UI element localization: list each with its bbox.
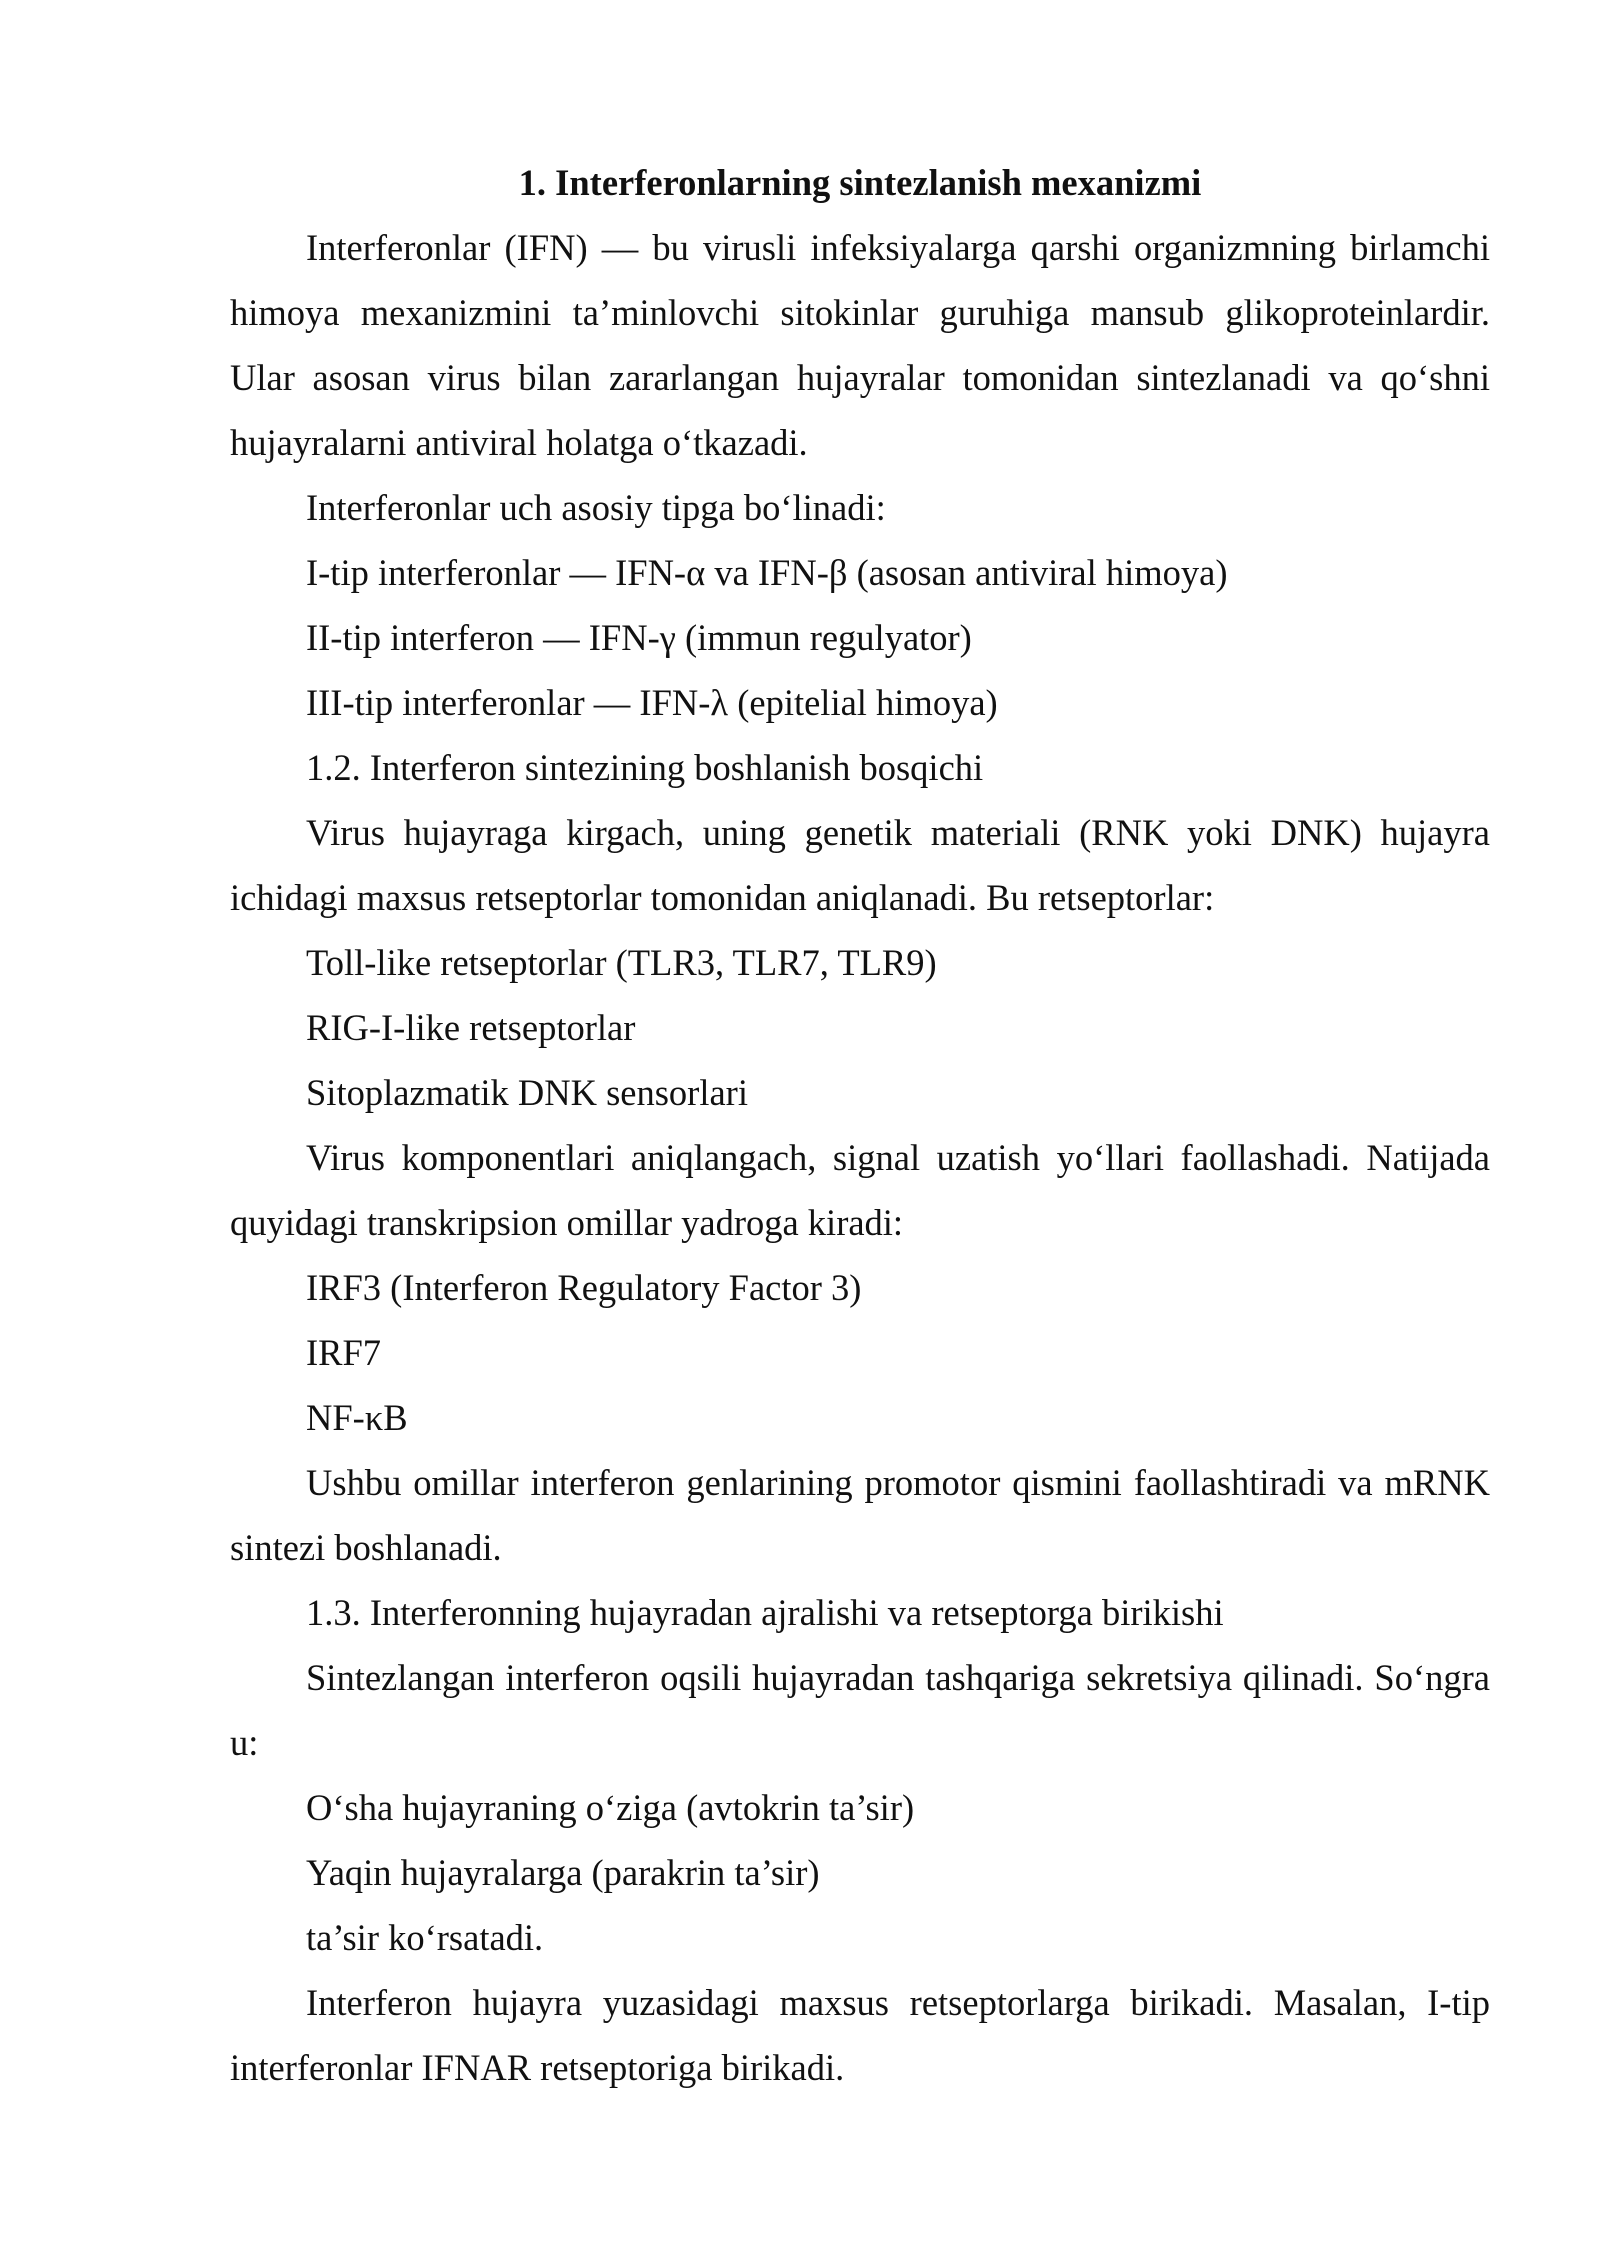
receptor-binding-paragraph: Interferon hujayra yuzasidagi maxsus retseptorlarga birikadi. Masalan, I-tip interferonlar IFNAR retseptoriga birikadi.	[230, 1982, 1490, 2088]
factor-irf7-line: IRF7	[306, 1332, 382, 1373]
effect-line: ta’sir ko‘rsatadi.	[306, 1917, 544, 1958]
type-one-line: I-tip interferonlar — IFN-α va IFN-β (asosan antiviral himoya)	[306, 552, 1228, 593]
factor-nfkb-line: NF-κB	[306, 1397, 408, 1438]
section-heading-1-2: 1.2. Interferon sintezining boshlanish bosqichi	[306, 747, 984, 788]
autocrine-line: O‘sha hujayraning o‘ziga (avtokrin ta’sir)	[306, 1787, 915, 1828]
receptor-dna-sensor-line: Sitoplazmatik DNK sensorlari	[306, 1072, 748, 1113]
factor-irf3-line: IRF3 (Interferon Regulatory Factor 3)	[306, 1267, 862, 1308]
paracrine-line: Yaqin hujayralarga (parakrin ta’sir)	[306, 1852, 820, 1893]
document-title: 1. Interferonlarning sintezlanish mexanizmi	[518, 162, 1202, 203]
type-two-line: II-tip interferon — IFN-γ (immun regulyator)	[306, 617, 972, 658]
document-page	[230, 150, 1490, 2100]
intro-paragraph: Interferonlar (IFN) — bu virusli infeksiyalarga qarshi organizmning birlamchi himoya mexanizmini ta’minlovchi sitokinlar guruhiga mansub glikoproteinlardir. Ular asosan virus bilan zararlangan hujayralar tomonidan sintezlanadi va qo‘shni hujayralarni antiviral holatga o‘tkazadi.	[230, 227, 1490, 463]
receptor-rig-line: RIG-I-like retseptorlar	[306, 1007, 636, 1048]
receptor-tlr-line: Toll-like retseptorlar (TLR3, TLR7, TLR9)	[306, 942, 937, 983]
promoter-paragraph: Ushbu omillar interferon genlarining promotor qismini faollashtiradi va mRNK sintezi boshlanadi.	[230, 1462, 1490, 1568]
section-heading-1-3: 1.3. Interferonning hujayradan ajralishi va retseptorga birikishi	[306, 1592, 1224, 1633]
signal-paragraph: Virus komponentlari aniqlangach, signal uzatish yo‘llari faollashadi. Natijada quyidagi transkripsion omillar yadroga kiradi:	[230, 1137, 1490, 1243]
secretion-paragraph: Sintezlangan interferon oqsili hujayradan tashqariga sekretsiya qilinadi. So‘ngra u:	[230, 1657, 1490, 1763]
virus-detection-paragraph: Virus hujayraga kirgach, uning genetik materiali (RNK yoki DNK) hujayra ichidagi maxsus retseptorlar tomonidan aniqlanadi. Bu retseptorlar:	[230, 812, 1490, 918]
type-three-line: III-tip interferonlar — IFN-λ (epitelial himoya)	[306, 682, 998, 723]
types-intro-line: Interferonlar uch asosiy tipga bo‘linadi:	[306, 487, 886, 528]
